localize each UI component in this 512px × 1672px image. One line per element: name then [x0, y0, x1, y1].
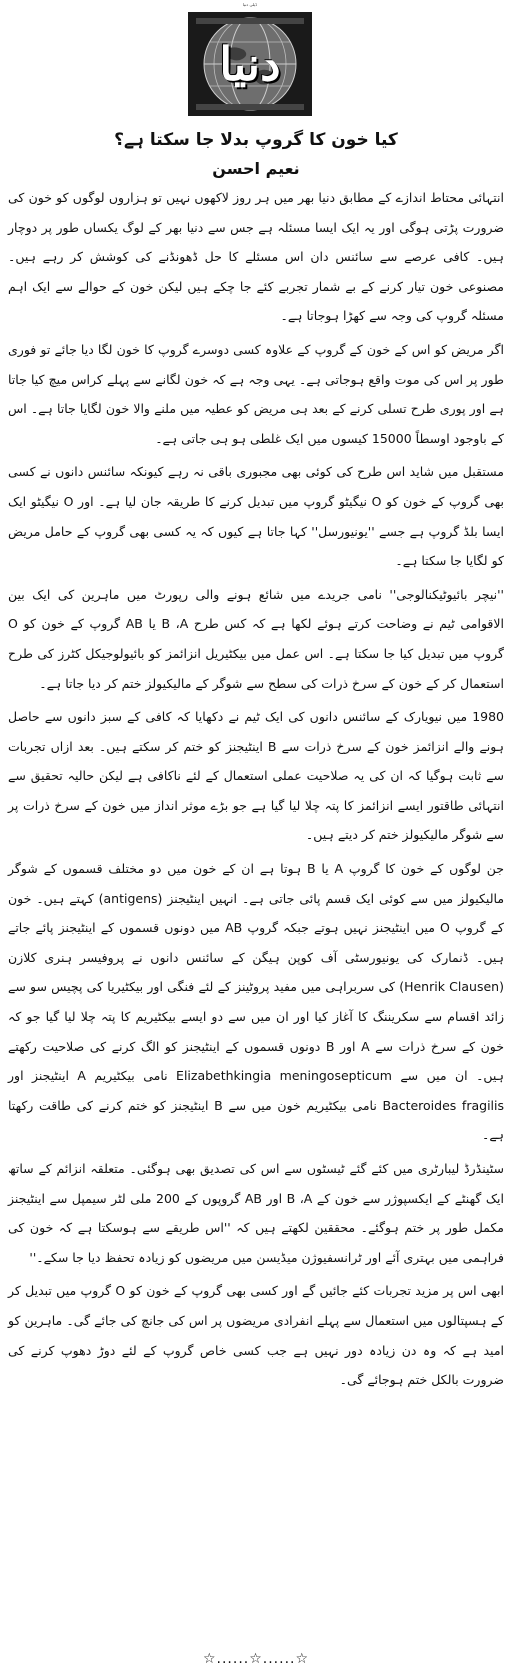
article-title: کیا خون کا گروپ بدلا جا سکتا ہے؟ [114, 130, 398, 150]
article-paragraph: 1980 میں نیویارک کے سائنس دانوں کی ایک ٹیم نے دکھایا کہ کافی کے سبز دانوں سے حاصل ہونے والے انزائمز خون کے سرخ ذرات سے B اینٹیجنز کو ختم کر سکتے ہیں۔ بعد ازاں تجربات سے ثابت ہوگیا کہ ان کی یہ صلاحیت عملی استعمال کے لئے ناکافی ہے لیکن حالیہ تحقیق سے انتہائی طاقتور ایسے انزائمز کا پتہ چلا لیا گیا ہے جو بڑے موثر انداز میں خون کے سرخ ذرات پر سے شوگر مالیکیولز ختم کر دیتے ہیں۔ [8, 709, 504, 843]
article-paragraph: سٹینڈرڈ لیبارٹری میں کئے گئے ٹیسٹوں سے اس کی تصدیق بھی ہوگئی۔ متعلقہ انزائم کے ساتھ ایک گھنٹے کے ایکسپوژر سے خون کے B ،A اور AB گروپوں کے 200 ملی لٹر سیمپل سے اینٹیجنز مکمل طور پر ختم ہوگئے۔ محققین لکھتے ہیں کہ ''اس طریقے سے ہوسکتا ہے کہ خون کی فراہمی میں بہتری آئے اور ٹرانسفیوژن میڈیسن میں مریضوں کو زیادہ تحفظ دیا جا سکے۔'' [8, 1161, 504, 1265]
article-paragraph: اگر مریض کو اس کے خون کے گروپ کے علاوہ کسی دوسرے گروپ کا خون لگا دیا جائے تو فوری طور پر اس کی موت واقع ہوجاتی ہے۔ یہی وجہ ہے کہ خون لگانے سے پہلے کراس میچ کیا جاتا ہے اور پوری طرح تسلی کرنے کے بعد ہی مریض کو عطیہ میں ملنے والا خون لگایا جاتا ہے۔ اس کے باوجود اوسطاً 15000 کیسوں میں ایک غلطی ہو ہی جاتی ہے۔ [8, 341, 504, 446]
masthead-logo-text: دنیا [219, 37, 281, 91]
article-paragraph: مستقبل میں شاید اس طرح کی کوئی بھی مجبوری باقی نہ رہے کیونکہ سائنس دانوں نے کسی بھی گروپ کے خون کو O نیگیٹو گروپ میں تبدیل کرنے کا طریقہ جان لیا ہے۔ اور O نیگیٹو ایک ایسا بلڈ گروپ ہے جسے ''یونیورسل'' کہا جاتا ہے کیوں کہ یہ کسی بھی گروپ کے حامل مریض کو لگایا جا سکتا ہے۔ [8, 464, 505, 569]
masthead-logo [182, 2, 318, 122]
article-body [8, 183, 504, 1395]
article-paragraph: انتہائی محتاط اندازے کے مطابق دنیا بھر میں ہر روز لاکھوں نہیں تو ہزاروں لوگوں کو خون کی ضرورت پڑتی ہوگی اور یہ ایک ایسا مسئلہ ہے جس سے دنیا بھر کے لوگ یکساں طور پر دوچار ہیں۔ کافی عرصے سے سائنس دان اس مسئلے کا حل ڈھونڈنے کی کوشش کر رہے ہیں۔ مصنوعی خون تیار کرنے کے بے شمار تجربے کئے جا چکے ہیں لیکن خون کے حوالے سے ایک اہم مسئلہ گروپ کی وجہ سے کھڑا ہوجاتا ہے۔ [8, 190, 504, 324]
article-paragraph: ابھی اس پر مزید تجربات کئے جائیں گے اور کسی بھی گروپ کے خون کو O گروپ میں تبدیل کر کے ہسپتالوں میں استعمال سے پہلے انفرادی مریضوں پر اس کی جانچ کی جائے گی۔ ماہرین کو امید ہے کہ وہ دن زیادہ دور نہیں ہے جب کسی خاص گروپ کے لئے دوڑ دھوپ کرنے کی ضرورت بالکل ختم ہوجائے گی۔ [8, 1283, 504, 1388]
masthead-small-text: ڈیلی دنیا [242, 2, 258, 7]
author-name: نعیم احسن [212, 159, 300, 178]
article-paragraph: جن لوگوں کے خون کا گروپ A یا B ہوتا ہے ان کے خون میں دو مختلف قسموں کے شوگر مالیکیولز میں سے کوئی ایک قسم پائی جاتی ہے۔ انہیں اینٹیجنز (antigens) کہتے ہیں۔ خون کے گروپ O میں اینٹیجنز نہیں ہوتے جبکہ گروپ AB میں دونوں قسموں کے اینٹیجنز پائے جاتے ہیں۔ ڈنمارک کی یونیورسٹی آف کوپن ہیگن کے سائنس دانوں نے پروفیسر ہنری کلازن (Henrik Clausen) کی سربراہی میں مفید پروٹینز کے لئے فنگی اور بیکٹیریا کی پچیس سو سے زائد اقسام سے سکریننگ کا آغاز کیا اور ان میں سے دو ایسے بیکٹیریم کا پتہ چلا لیا گیا جو کہ خون کے سرخ ذرات سے A اور B دونوں قسموں کے اینٹیجنز کو الگ کرنے کی صلاحیت رکھتے ہیں۔ ان میں سے Elizabethkingia meningosepticum نامی بیکٹیریم A اینٹیجنز اور Bacteroides fragilis نامی بیکٹیریم خون میں سے B اینٹیجنز کو ختم کرنے کی طاقت رکھتا ہے۔ [8, 861, 505, 1143]
end-ornament: ☆......☆......☆ [202, 1651, 310, 1667]
article-paragraph: ''نیچر بائیوٹیکنالوجی'' نامی جریدے میں شائع ہونے والی رپورٹ میں ماہرین کی ایک بین الاقوامی ٹیم نے وضاحت کرتے ہوئے لکھا ہے کہ کس طرح B ،A یا AB گروپ کے خون کو O گروپ میں تبدیل کیا جا سکتا ہے۔ اس عمل میں بیکٹیریل انزائمز کو بائیولوجیکل کٹرز کی طرح استعمال کر کے خون کے سرخ ذرات کی سطح سے شوگر کے مالیکیولز ختم کر دیا جاتا ہے۔ [8, 586, 505, 691]
